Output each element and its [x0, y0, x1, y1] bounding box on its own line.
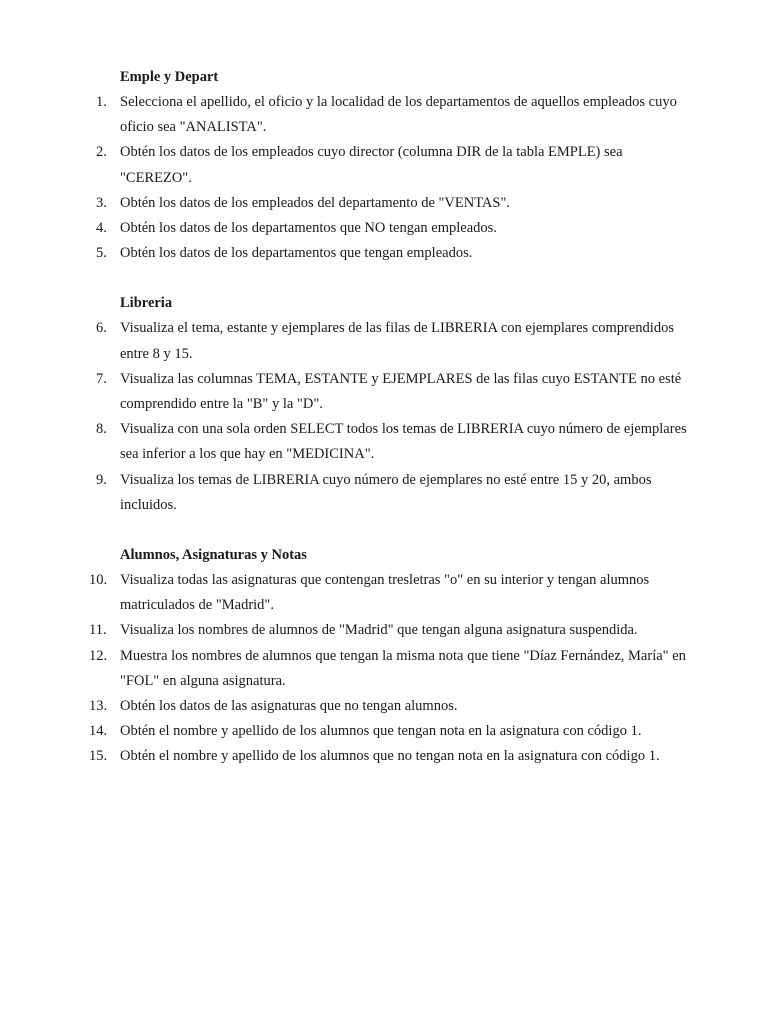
item-text: Obtén los datos de las asignaturas que no tengan alumnos. [120, 698, 458, 715]
item-text: Visualiza los nombres de alumnos de "Madrid" que tengan alguna asignatura suspendida. [120, 622, 638, 639]
item-number: 7. [96, 370, 107, 387]
item-text: Obtén el nombre y apellido de los alumnos que tengan nota en la asignatura con código 1. [120, 723, 642, 740]
list-item [0, 618, 768, 643]
item-text: Visualiza con una sola orden SELECT todos los temas de LIBRERIA cuyo número de ejemplares sea inferior a los que hay en "MEDICINA". [120, 421, 687, 463]
section-heading: Libreria [120, 295, 173, 312]
list-item [0, 719, 768, 744]
list-item [0, 241, 768, 266]
item-text: Visualiza el tema, estante y ejemplares de las filas de LIBRERIA con ejemplares comprendidos entre 8 y 15. [120, 320, 674, 362]
item-number: 15. [89, 748, 108, 765]
item-number: 3. [96, 194, 107, 211]
list-item [0, 468, 768, 518]
list-item [0, 316, 768, 366]
item-number: 5. [96, 245, 107, 262]
item-text: Muestra los nombres de alumnos que tengan la misma nota que tiene "Díaz Fernández, María" en "FOL" en alguna asignatura. [120, 647, 686, 689]
item-number: 8. [96, 421, 107, 438]
item-number: 10. [89, 572, 108, 589]
list-item [0, 367, 768, 417]
item-number: 12. [89, 647, 108, 664]
item-text: Obtén los datos de los empleados del departamento de "VENTAS". [120, 194, 511, 211]
item-text: Visualiza las columnas TEMA, ESTANTE y EJEMPLARES de las filas cuyo ESTANTE no esté comprendido entre la "B" y la "D". [120, 370, 682, 413]
item-number: 2. [96, 144, 107, 161]
item-text: Selecciona el apellido, el oficio y la localidad de los departamentos de aquellos empleados cuyo oficio sea "ANALISTA". [120, 94, 677, 136]
item-number: 11. [89, 622, 107, 639]
item-text: Obtén los datos de los departamentos que NO tengan empleados. [120, 220, 497, 237]
list-item [0, 644, 768, 694]
item-text: Visualiza todas las asignaturas que contengan tresletras "o" en su interior y tengan alumnos matriculados de "Madrid". [120, 572, 650, 614]
item-number: 13. [89, 698, 108, 715]
section-heading: Alumnos, Asignaturas y Notas [120, 547, 307, 564]
item-number: 6. [96, 320, 107, 337]
item-number: 9. [96, 471, 107, 488]
list-item [0, 694, 768, 719]
item-text: Obtén los datos de los departamentos que tengan empleados. [120, 245, 473, 262]
section-alumnos [0, 543, 768, 770]
item-text: Obtén el nombre y apellido de los alumnos que no tengan nota en la asignatura con código 1. [120, 748, 660, 765]
item-text: Visualiza los temas de LIBRERIA cuyo número de ejemplares no esté entre 15 y 20, ambos incluidos. [120, 471, 652, 513]
list-item [0, 140, 768, 190]
item-number: 14. [89, 723, 108, 740]
item-text: Obtén los datos de los empleados cuyo director (columna DIR de la tabla EMPLE) sea "CEREZO". [120, 144, 623, 186]
list-item [0, 744, 768, 769]
list-item [0, 191, 768, 216]
item-number: 1. [96, 94, 107, 110]
section-heading: Emple y Depart [120, 69, 219, 85]
section-emple-depart [0, 65, 768, 266]
list-item [0, 417, 768, 467]
section-libreria [0, 291, 768, 518]
list-item [0, 216, 768, 241]
item-number: 4. [96, 220, 107, 237]
list-item [0, 568, 768, 618]
list-item [0, 90, 768, 140]
